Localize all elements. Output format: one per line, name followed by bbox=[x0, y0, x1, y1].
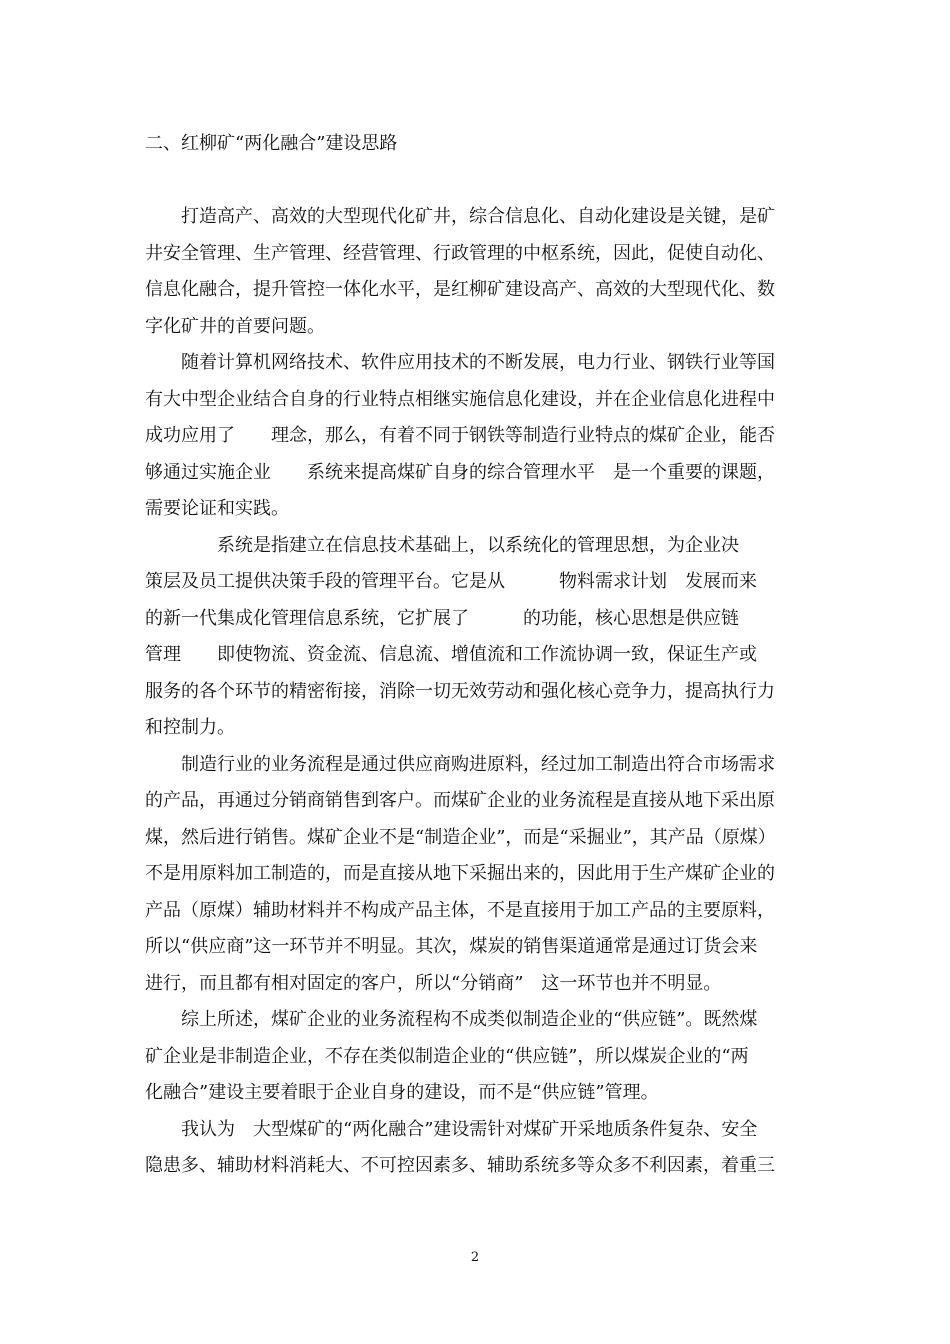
text-line: 化融合”建设主要着眼于企业自身的建设，而不是“供应链”管理。 bbox=[145, 1082, 659, 1103]
page-number: 2 bbox=[470, 1250, 480, 1265]
text-line: 字化矿井的首要问题。 bbox=[145, 315, 325, 337]
text-line: 系统是指建立在信息技术基础上，以系统化的管理思想，为企业决 bbox=[145, 534, 739, 556]
text-line: 打造高产、高效的大型现代化矿井，综合信息化、自动化建设是关键，是矿 bbox=[145, 206, 775, 227]
text-line: 制造行业的业务流程是通过供应商购进原料，经过加工制造出符合市场需求 bbox=[145, 753, 775, 775]
text-line: 隐患多、辅助材料消耗大、不可控因素多、辅助系统多等众多不利因素，着重三 bbox=[145, 1155, 775, 1176]
text-line: 进行，而且都有相对固定的客户，所以“分销商” 这一环节也并不明显。 bbox=[145, 972, 722, 994]
text-line: 井安全管理、生产管理、经营管理、行政管理的中枢系统，因此，促使自动化、 bbox=[145, 242, 775, 264]
text-line: 不是用原料加工制造的，而是直接从地下采掘出来的，因此用于生产煤矿企业的 bbox=[145, 863, 775, 884]
text-line: 所以“供应商”这一环节并不明显。其次，煤炭的销售渠道通常是通过订货会来 bbox=[145, 936, 758, 957]
section-heading: 二、红柳矿“两化融合”建设思路 bbox=[145, 133, 398, 154]
text-line: 服务的各个环节的精密衔接，消除一切无效劳动和强化核心竞争力，提高执行力 bbox=[145, 680, 775, 702]
text-line: 有大中型企业结合自身的行业特点相继实施信息化建设，并在企业信息化进程中 bbox=[145, 388, 775, 410]
text-line: 策层及员工提供决策手段的管理平台。它是从 物料需求计划 发展而来 bbox=[145, 571, 757, 592]
text-line: 需要论证和实践。 bbox=[145, 498, 289, 519]
text-line: 和控制力。 bbox=[145, 717, 235, 738]
text-line: 的新一代集成化管理信息系统，它扩展了 的功能，核心思想是供应链 bbox=[145, 607, 739, 629]
text-line: 综上所述，煤矿企业的业务流程构不成类似制造企业的“供应链”。既然煤 bbox=[145, 1009, 758, 1030]
text-line: 产品（原煤）辅助材料并不构成产品主体，不是直接用于加工产品的主要原料， bbox=[145, 899, 775, 921]
text-line: 管理 即使物流、资金流、信息流、增值流和工作流协调一致，保证生产或 bbox=[145, 644, 757, 665]
text-line: 够通过实施企业 系统来提高煤矿自身的综合管理水平 是一个重要的课题， bbox=[145, 461, 775, 483]
text-line: 矿企业是非制造企业，不存在类似制造企业的“供应链”，所以煤炭企业的“两 bbox=[145, 1045, 749, 1067]
text-line: 成功应用了 理念，那么，有着不同于钢铁等制造行业特点的煤矿企业，能否 bbox=[145, 425, 775, 446]
text-line: 信息化融合，提升管控一体化水平，是红柳矿建设高产、高效的大型现代化、数 bbox=[145, 279, 775, 300]
text-line: 煤，然后进行销售。煤矿企业不是“制造企业”，而是“采掘业”，其产品（原煤） bbox=[145, 826, 776, 848]
text-line: 随着计算机网络技术、软件应用技术的不断发展，电力行业、钢铁行业等国 bbox=[145, 352, 775, 373]
body-text bbox=[145, 199, 815, 1185]
text-line: 我认为 大型煤矿的“两化融合”建设需针对煤矿开采地质条件复杂、安全 bbox=[145, 1118, 758, 1140]
text-line: 的产品，再通过分销商销售到客户。而煤矿企业的业务流程是直接从地下采出原 bbox=[145, 790, 775, 811]
